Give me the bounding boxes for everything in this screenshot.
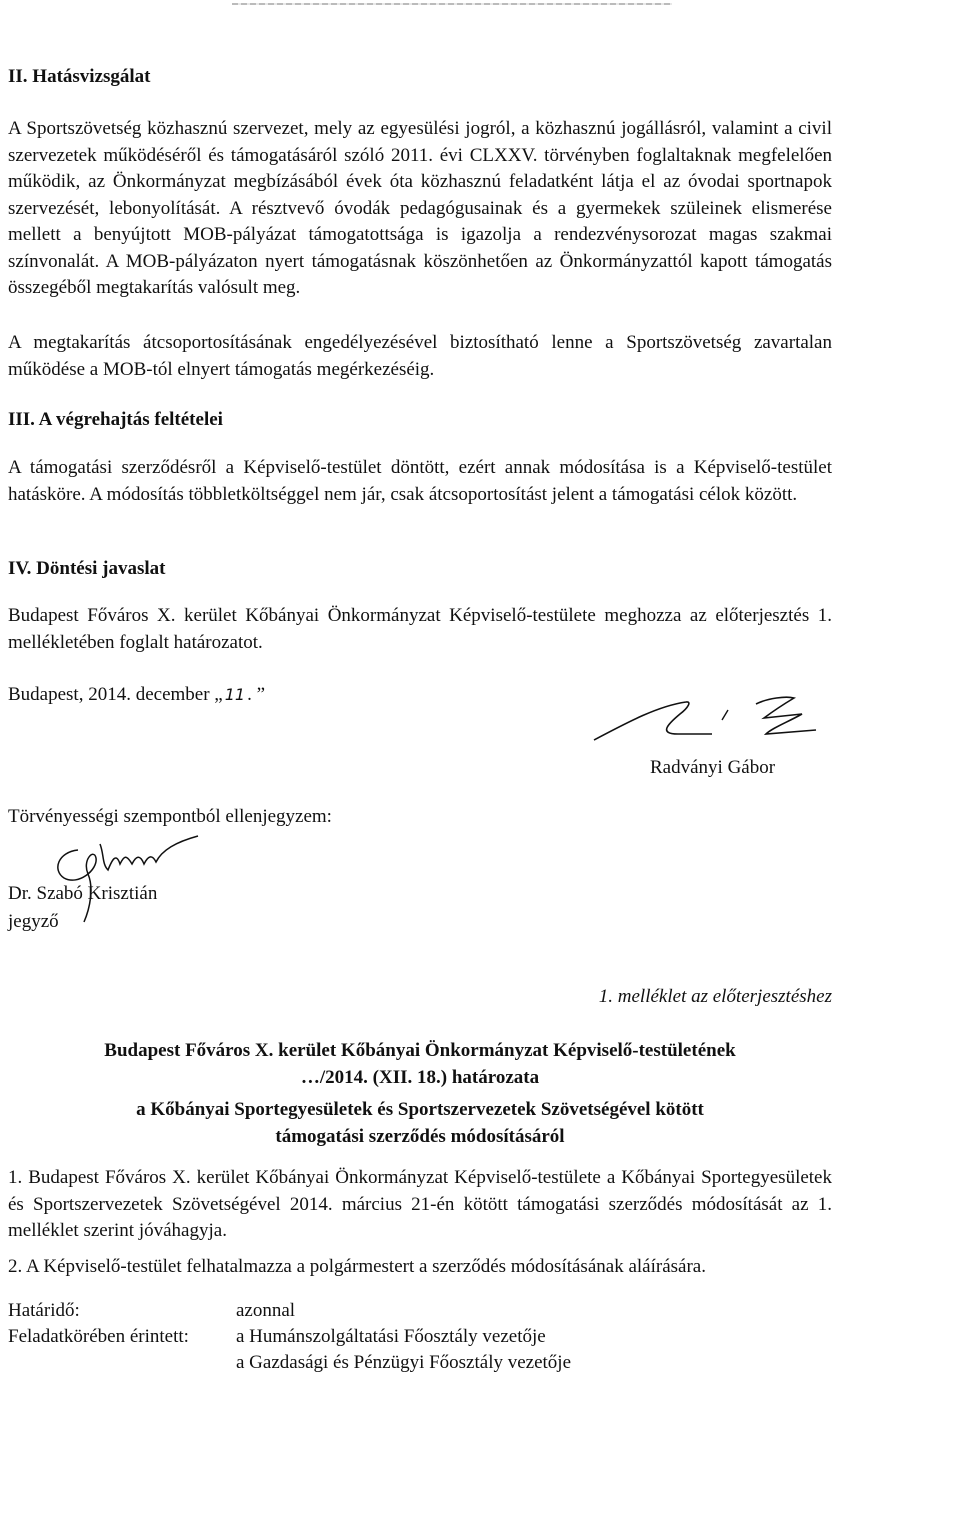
annex-subject-line1: a Kőbányai Sportegyesületek és Sportszervezetek Szövetségével kötött: [136, 1099, 704, 1120]
deadline-label: Határidő:: [8, 1300, 80, 1321]
paragraph-proposal: Budapest Főváros X. kerület Kőbányai Önkormányzat Képviselő-testülete meghozza az előterjesztés 1. mellékletében foglalt határozatot.: [8, 605, 832, 653]
paragraph-impact-1: A Sportszövetség közhasznú szervezet, mely az egyesülési jogról, a közhasznú jogállásról, valamint a civil szervezetek működéséről és támogatásáról szóló 2011. évi CLXXV. törvényben foglaltaknak megfelelően működik, az Önkormányzat megbízásából évek óta közhasznú feladatként látja el az óvodai sportnapok szervezését, lebonyolítását. A résztvevő óvodák pedagógusainak és a gyermekek szüleinek elismerése mellett a benyújtott MOB-pályázat támogatottsága is igazolja a rendezvénysorozat magas szakmai színvonalát. A MOB-pályázaton nyert támogatásnak köszönhetően az Önkormányzattól kapott támogatás összegéből megtakarítás valósult meg.: [8, 118, 832, 298]
section-heading-conditions: III. A végrehajtás feltételei: [8, 409, 223, 430]
mayor-signature: [588, 692, 828, 752]
annex-title-line2: …/2014. (XII. 18.) határozata: [300, 1067, 540, 1088]
legal-review-label: Törvényességi szempontból ellenjegyzem:: [8, 806, 332, 827]
annex-point-1: 1. Budapest Főváros X. kerület Kőbányai Önkormányzat Képviselő-testülete a Kőbányai Sportegyesületek és Sportszervezetek Szövetségével 2014. március 21-én kötött támogatási szerződés módosítását az 1. melléklet szerint jóváhagyja.: [8, 1167, 832, 1241]
notary-name: Dr. Szabó Krisztián: [8, 883, 158, 904]
scan-edge-line: [232, 3, 672, 5]
responsible-value-2: a Gazdasági és Pénzügyi Főosztály vezetője: [236, 1352, 572, 1373]
section-heading-impact: II. Hatásvizsgálat: [8, 66, 151, 87]
date-prefix: Budapest, 2014. december „: [8, 684, 223, 705]
paragraph-conditions: A támogatási szerződésről a Képviselő-testület döntött, ezért annak módosítása is a Képviselő-testület hatásköre. A módosítás többletköltséggel nem jár, csak átcsoportosítást jelent a támogatási célok között.: [8, 457, 832, 505]
responsible-value-1: a Humánszolgáltatási Főosztály vezetője: [236, 1326, 546, 1347]
annex-subject-line2: támogatási szerződés módosításáról: [275, 1126, 565, 1147]
section-heading-proposal: IV. Döntési javaslat: [8, 558, 166, 579]
date-suffix: . ”: [247, 684, 266, 705]
notary-signature: [38, 830, 228, 930]
date-line: [8, 684, 265, 706]
responsible-label: Feladatkörében érintett:: [8, 1326, 189, 1347]
date-handwritten-day: 11: [224, 685, 246, 704]
annex-point-2: 2. A Képviselő-testület felhatalmazza a polgármestert a szerződés módosításának aláírására.: [8, 1256, 706, 1277]
annex-title-line1: Budapest Főváros X. kerület Kőbányai Önkormányzat Képviselő-testületének: [104, 1040, 736, 1061]
notary-role: jegyző: [8, 911, 59, 932]
deadline-value: azonnal: [236, 1300, 296, 1321]
signatory-name: Radványi Gábor: [650, 757, 776, 778]
annex-note: 1. melléklet az előterjesztéshez: [598, 986, 832, 1007]
paragraph-impact-2: A megtakarítás átcsoportosításának engedélyezésével biztosítható lenne a Sportszövetség zavartalan működése a MOB-tól elnyert támogatás megérkezéséig.: [8, 332, 832, 380]
